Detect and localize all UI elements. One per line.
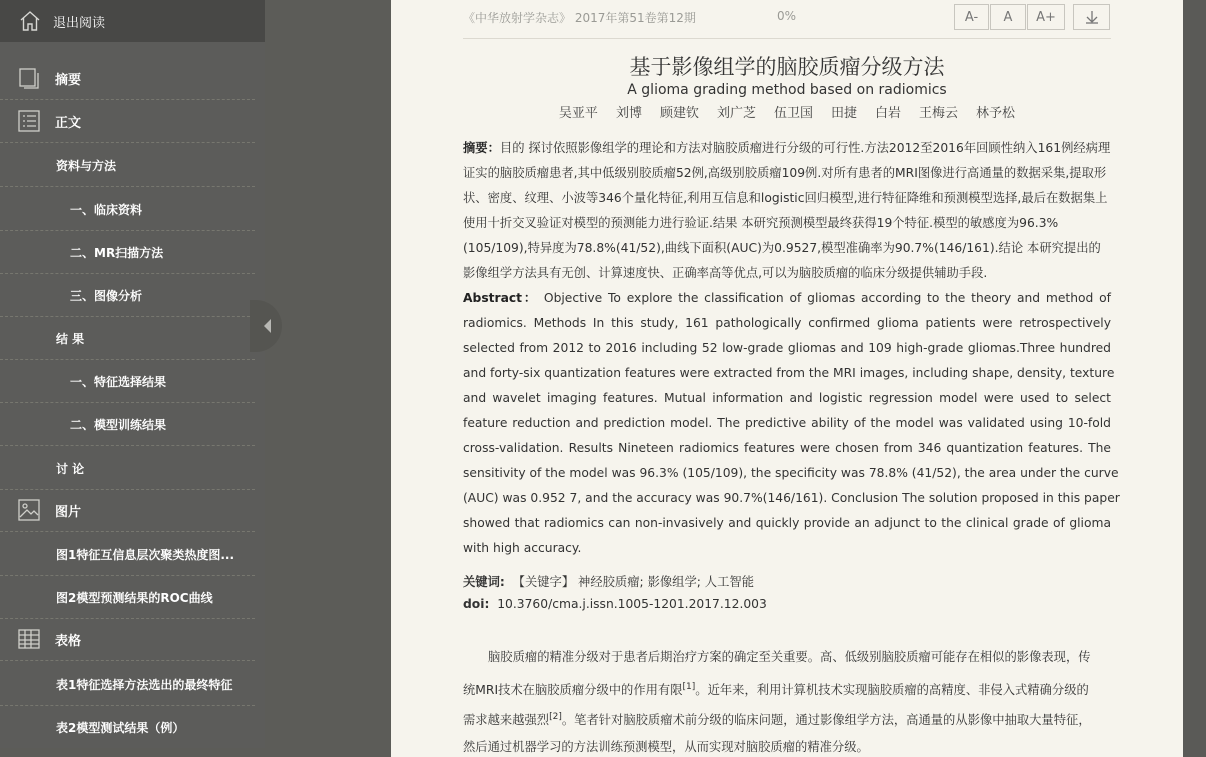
body-line-text: 统MRI技术在脑胶质瘤分级中的作用有限 — [463, 683, 683, 698]
nav-label: 一、特征选择结果 — [70, 374, 167, 389]
author[interactable]: 刘广芝 — [716, 106, 756, 121]
nav-figures[interactable] — [0, 489, 255, 532]
list-icon — [17, 109, 41, 133]
abstract-en-line: feature reduction and prediction model. The predictive ability of the model was validated using 10-fold — [463, 416, 1111, 430]
author[interactable]: 白岩 — [875, 106, 902, 121]
font-normal-button[interactable]: A — [990, 4, 1026, 30]
font-smaller-button[interactable]: A- — [954, 4, 989, 30]
abstract-en — [463, 286, 1120, 561]
abstract-en-line: and wavelet imaging features. Mutual information and logistic regression model were used to select — [463, 391, 1111, 405]
body-line: 脑胶质瘤的精准分级对于患者后期治疗方案的确定至关重要。高、低级别脑胶质瘤可能存在相似的影像表现，传 — [488, 650, 1091, 664]
article-title: 基于影像组学的脑胶质瘤分级方法 — [629, 55, 945, 79]
abstract-en-line: (AUC) was 0.952 7, and the accuracy was 90.7%(146/161). Conclusion The solution proposed in this paper — [463, 491, 1120, 505]
body-line: 然后通过机器学习的方法训练预测模型，从而实现对脑胶质瘤的精准分级。 — [463, 740, 869, 754]
body-paragraph — [463, 642, 1111, 757]
nav-label: 图片 — [55, 504, 82, 520]
nav-label: 表格 — [55, 633, 82, 649]
nav-label: 表1特征选择方法选出的最终特征 — [56, 677, 233, 692]
nav-figure-1[interactable] — [0, 533, 255, 576]
download-button[interactable] — [1073, 4, 1110, 30]
sidebar — [0, 0, 265, 748]
nav-abstract[interactable] — [0, 57, 255, 100]
abstract-en-line: selected from 2012 to 2016 including 52 low-grade gliomas and 109 high-grade gliomas.Three hundred — [463, 341, 1111, 355]
author[interactable]: 伍卫国 — [773, 106, 813, 121]
abstract-en-line: showed that radiomics can non-invasively and quickly provide an adjunct to the clinical grade of glioma — [463, 516, 1111, 530]
nav-label: 结 果 — [56, 331, 85, 346]
nav-model-training-results[interactable] — [0, 403, 255, 446]
exit-reading-label: 退出阅读 — [53, 15, 106, 31]
nav-label: 图1特征互信息层次聚类热度图... — [56, 547, 235, 562]
nav-mr-scan-method[interactable] — [0, 231, 255, 274]
author[interactable]: 林予松 — [976, 106, 1016, 121]
exit-reading-button[interactable] — [0, 0, 265, 42]
nav-label: 图2模型预测结果的ROC曲线 — [56, 590, 213, 605]
right-margin — [1183, 0, 1206, 757]
reference-link[interactable]: [2] — [549, 712, 562, 722]
doi-label: doi: — [463, 597, 490, 611]
abstract-cn-text: 目的 探讨依照影像组学的理论和方法对脑胶质瘤进行分级的可行性.方法2012至2016年回顾性纳入161例经病理证实的脑胶质瘤患者,其中低级别胶质瘤52例,高级别胶质瘤109例.对所有患者的MRI图像进行高通量的数据采集,提取形状、密度、纹理、小波等346个量化特征,利用互信息和logistic回归模型,进行特征降维和预测模型选择,最后在数据集上使用十折交叉验证对模型的预测能力进行验证.结果 本研究预测模型最终获得19个特征.模型的敏感度为96.3%(105/109),特异度为78.8%(41/52),曲线下面积(AUC)为0.9527,模型准确率为90.7%(146/161).结论 本研究提出的影像组学方法具有无创、计算速度快、正确率高等优点,可以为脑胶质瘤的临床分级提供辅助手段. — [463, 141, 1111, 280]
nav-results[interactable] — [0, 317, 255, 360]
font-larger-button[interactable]: A+ — [1027, 4, 1065, 30]
nav-discussion[interactable] — [0, 447, 255, 490]
keywords-label: 关键词: — [463, 575, 505, 589]
reader-pane — [391, 0, 1183, 757]
sidebar-collapse-button[interactable] — [250, 300, 282, 352]
nav-feature-selection-results[interactable] — [0, 360, 255, 403]
image-icon — [17, 498, 41, 522]
author[interactable]: 顾建钦 — [659, 106, 699, 121]
document-icon — [17, 66, 41, 90]
author[interactable]: 田捷 — [831, 106, 858, 121]
chevron-left-icon — [264, 319, 272, 333]
abstract-en-line: cross-validation. Results Nineteen radiomics features were chosen from 346 quantization features. The — [463, 441, 1111, 455]
body-line-text: 。笔者针对脑胶质瘤术前分级的临床问题，通过影像组学方法，高通量的从影像中抽取大量特征， — [561, 713, 1091, 728]
nav-figure-2[interactable] — [0, 576, 255, 619]
keywords-text: 【关键字】 神经胶质瘤; 影像组学; 人工智能 — [512, 575, 754, 589]
abstract-cn — [463, 136, 1111, 286]
article-subtitle: A glioma grading method based on radiomics — [627, 82, 947, 98]
nav-label: 二、MR扫描方法 — [70, 245, 164, 260]
body-line-text: 。近年来，利用计算机技术实现脑胶质瘤的高精度、非侵入式精确分级的 — [695, 683, 1089, 698]
body-line-text: 需求越来越强烈 — [463, 713, 550, 728]
nav-table-1[interactable] — [0, 663, 255, 706]
toolbar-divider — [463, 38, 1111, 39]
author-list — [391, 102, 1183, 121]
author[interactable]: 刘博 — [615, 106, 642, 121]
body-line — [463, 672, 1111, 702]
abstract-cn-label: 摘要： — [463, 141, 500, 155]
nav-table-2[interactable] — [0, 706, 255, 749]
journal-info: 《中华放射学杂志》 2017年第51卷第12期 — [463, 11, 696, 25]
abstract-en-line: sensitivity of the model was 96.3% (105/109), the specificity was 78.8% (41/52), the area under the curve — [463, 466, 1119, 480]
abstract-en-line: with high accuracy. — [463, 541, 582, 555]
home-icon — [18, 9, 42, 33]
nav-label: 二、模型训练结果 — [70, 417, 167, 432]
nav-body[interactable] — [0, 100, 255, 143]
nav-clinical-data[interactable] — [0, 188, 255, 231]
abstract-en-line: radiomics. Methods In this study, 161 pathologically confirmed glioma patients were retrospectively — [463, 316, 1111, 330]
reference-link[interactable]: [1] — [682, 682, 696, 692]
abstract-en-line: and forty-six quantization features were extracted from the MRI images, including shape, density, texture — [463, 366, 1115, 380]
nav-materials-methods[interactable] — [0, 144, 255, 187]
reading-progress: 0% — [777, 9, 797, 23]
nav-label: 摘要 — [55, 72, 82, 88]
nav-tables[interactable] — [0, 618, 255, 661]
keywords — [463, 572, 754, 590]
body-line — [463, 702, 1111, 732]
nav-label: 正文 — [55, 115, 82, 131]
nav-label: 一、临床资料 — [70, 202, 143, 217]
nav-image-analysis[interactable] — [0, 274, 255, 317]
doi-value[interactable]: 10.3760/cma.j.issn.1005-1201.2017.12.003 — [497, 597, 767, 611]
download-icon — [1085, 10, 1099, 24]
author[interactable]: 王梅云 — [919, 106, 959, 121]
abstract-en-label: Abstract： — [463, 291, 539, 305]
nav-label: 三、图像分析 — [70, 288, 143, 303]
nav-label: 资料与方法 — [56, 158, 117, 173]
table-icon — [17, 627, 41, 651]
nav-label: 讨 论 — [56, 461, 85, 476]
doi — [463, 597, 767, 611]
nav-label: 表2模型测试结果（例） — [56, 721, 185, 735]
author[interactable]: 吴亚平 — [558, 106, 598, 121]
abstract-en-line: Objective To explore the classification of gliomas according to the theory and method of — [543, 291, 1111, 305]
